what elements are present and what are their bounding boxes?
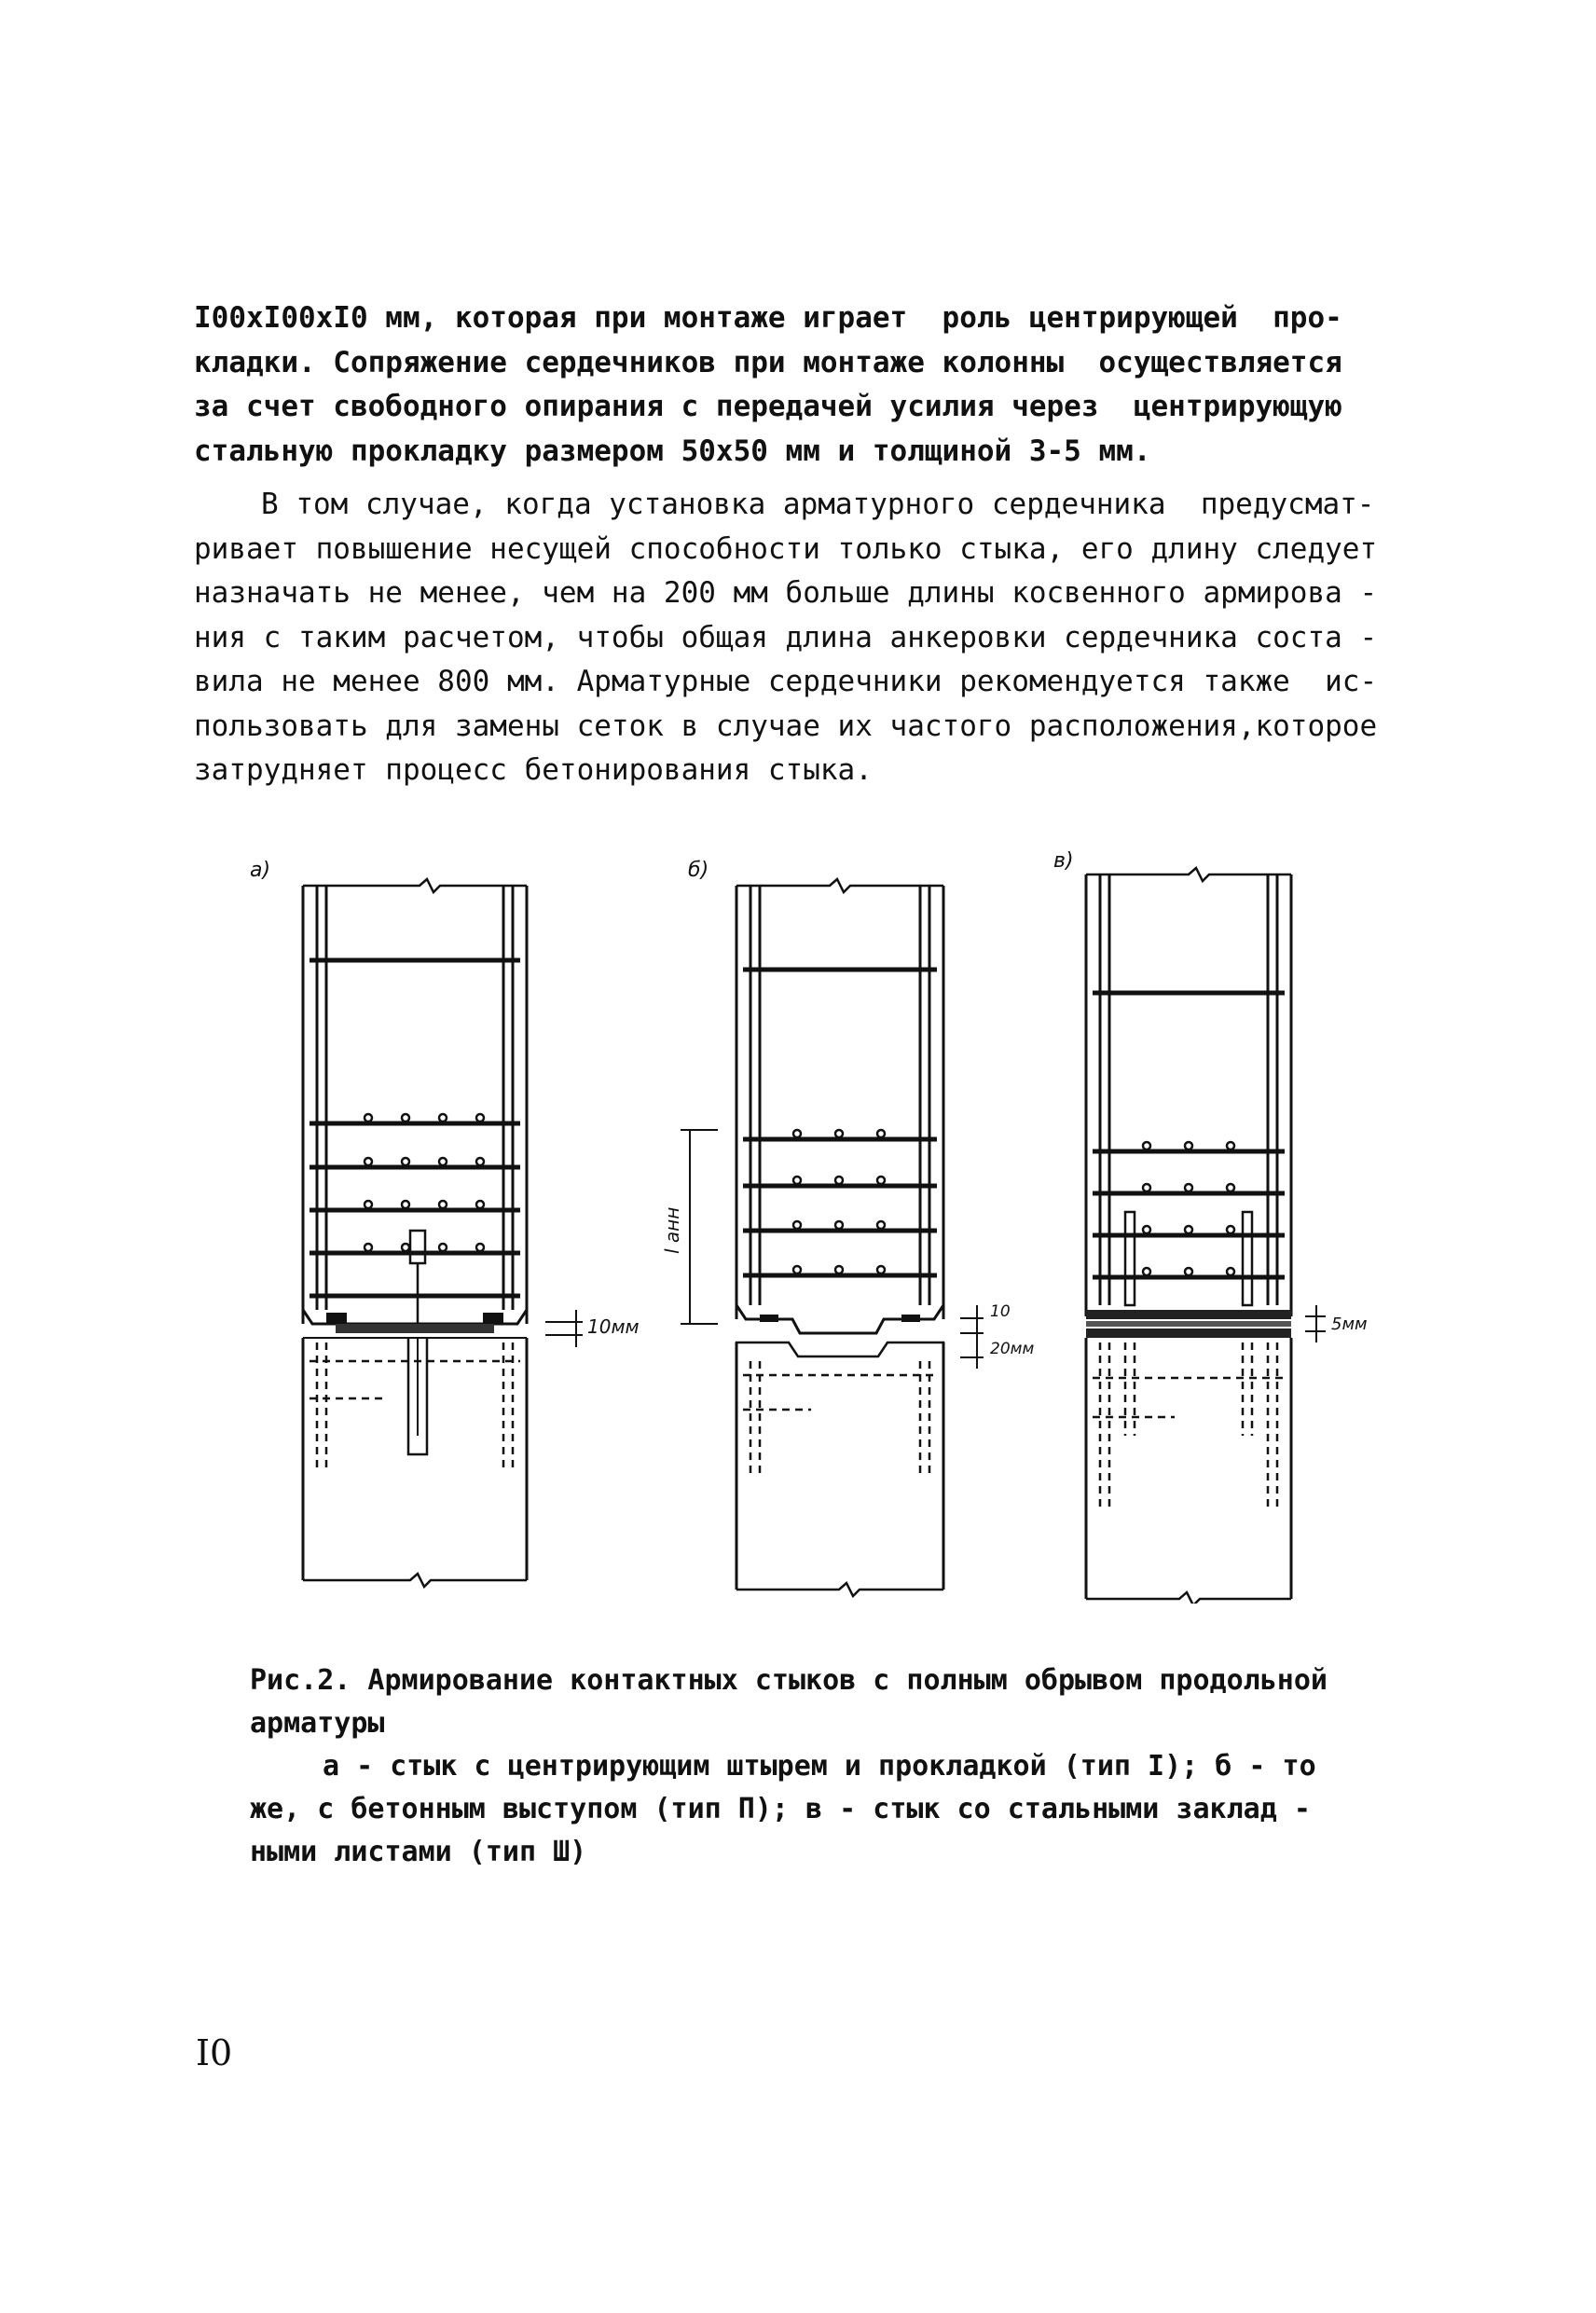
paragraph-2-line: затрудняет процесс бетонирования стыка.	[194, 753, 873, 787]
paragraph-2-line: В том случае, когда установка арматурного сердечника предусмат-	[261, 488, 1375, 521]
label-v: в)	[1053, 849, 1074, 873]
page-number: I0	[196, 2032, 233, 2073]
paragraph-2-line: ривает повышение несущей способности только стыка, его длину следует	[194, 531, 1378, 566]
caption-body-line: же, с бетонным выступом (тип П); в - стык со стальными заклад -	[250, 1793, 1311, 1825]
caption-body-line: а - стык с центрирующим штырем и прокладкой (тип I); б - то	[323, 1750, 1316, 1783]
paragraph-2-line: ния с таким расчетом, чтобы общая длина анкеровки сердечника соста -	[194, 620, 1378, 654]
paragraph-2	[194, 483, 1434, 793]
paragraph-2-line: вила не менее 800 мм. Арматурные сердечники рекомендуется также ис-	[194, 665, 1378, 698]
paragraph-2-line: пользовать для замены сеток в случае их частого расположения,которое	[194, 709, 1378, 743]
label-b: б)	[688, 859, 709, 882]
column-a	[250, 859, 640, 1587]
label-a: а)	[250, 859, 271, 882]
paragraph-2-line: назначать не менее, чем на 200 мм больше длины косвенного армирова -	[194, 576, 1378, 610]
paragraph-1	[194, 296, 1434, 474]
figure-caption	[250, 1659, 1434, 1874]
dimension-label-c: 5мм	[1331, 1315, 1368, 1334]
paragraph-1-line: кладки. Сопряжение сердечников при монтаже колонны осуществляется	[194, 345, 1342, 379]
caption-title-line: арматуры	[250, 1707, 385, 1740]
caption-body-line: ными листами (тип Ш)	[250, 1836, 587, 1868]
reinforcement-figure	[233, 839, 1417, 1604]
column-b	[661, 859, 1034, 1596]
anchorage-label: l анн	[661, 1206, 683, 1254]
caption-title-line: Рис.2. Армирование контактных стыков с полным обрывом продольной	[250, 1664, 1328, 1697]
column-v	[1053, 849, 1368, 1604]
paragraph-1-line: за счет свободного опирания с передачей усилия через центрирующую	[194, 390, 1342, 423]
dimension-label-b-bottom: 20мм	[990, 1340, 1035, 1358]
dimension-label-b-top: 10	[990, 1302, 1011, 1321]
paragraph-1-line: стальную прокладку размером 50х50 мм и толщиной 3-5 мм.	[194, 434, 1151, 468]
dimension-label-a: 10мм	[587, 1315, 640, 1338]
paragraph-1-line: I00xI00xI0 мм, которая при монтаже играет роль центрирующей про-	[194, 301, 1342, 335]
